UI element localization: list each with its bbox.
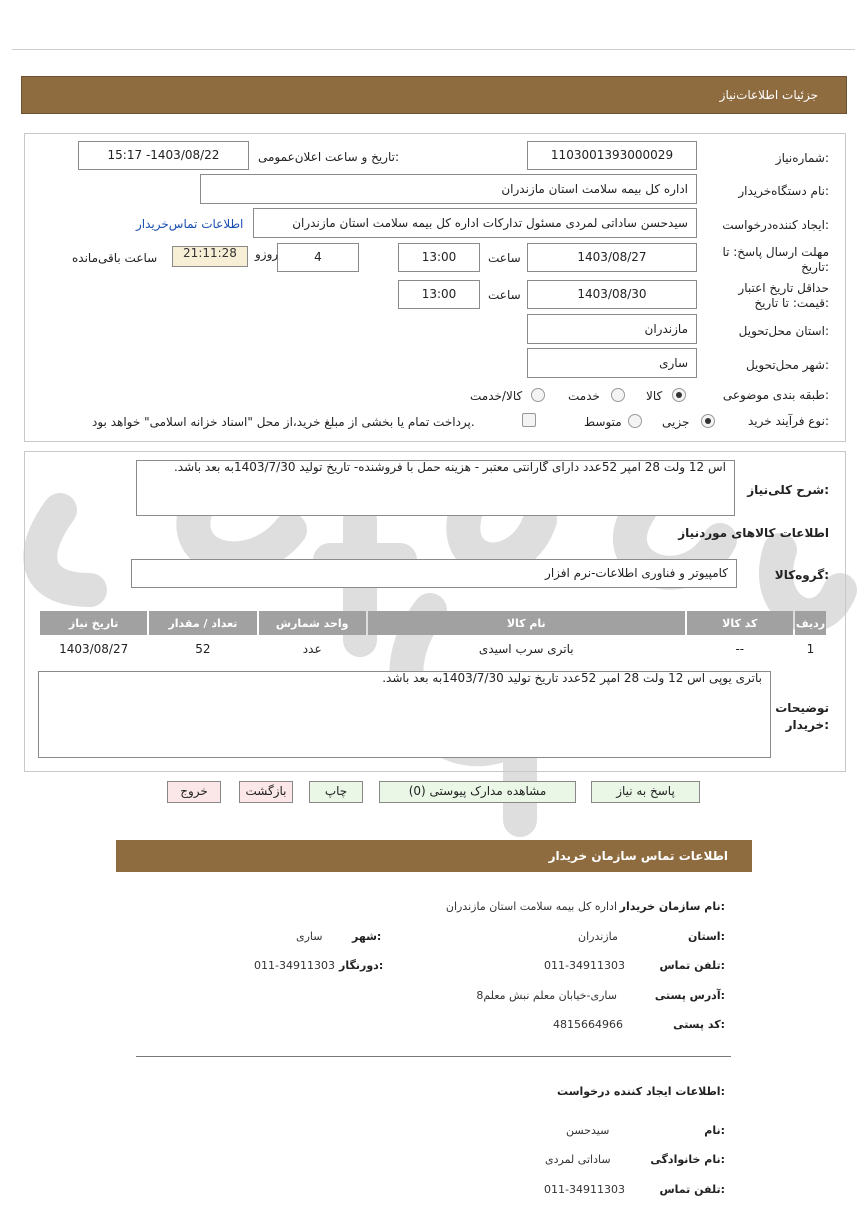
process-radio-minor[interactable] (701, 414, 715, 428)
print-button[interactable]: چاپ (309, 781, 363, 803)
days-label: روزو (255, 247, 279, 261)
top-divider (12, 49, 855, 50)
contact-address-label: آدرس پستی: (654, 989, 725, 1002)
cell-row: 1 (806, 642, 815, 656)
attachments-button[interactable]: مشاهده مدارک پیوستی (0) (379, 781, 576, 803)
process-option-minor: جزیی (662, 415, 690, 429)
creator-label: ایجاد کننده‌درخواست: (722, 218, 829, 232)
buyer-contact-link[interactable]: اطلاعات تماس‌خریدار (136, 217, 244, 231)
creator-name-label: نام: (704, 1124, 725, 1137)
announce-field: 1403/08/22- 15:17 (78, 141, 249, 170)
process-option-medium: متوسط (584, 415, 622, 429)
validity-date-field: 1403/08/30 (527, 280, 697, 309)
goods-table (38, 609, 828, 663)
contact-divider (136, 1056, 731, 1057)
goods-group-field: کامپیوتر و فناوری اطلاعات-نرم افزار (131, 559, 737, 588)
category-option-both: کالا/خدمت (470, 389, 523, 403)
contact-org-value: اداره کل بیمه سلامت استان مازندران (445, 900, 617, 913)
need-number-label: شماره‌نیاز: (775, 151, 829, 165)
payment-note: پرداخت تمام یا بخشی از مبلغ خرید،از محل "اسناد خزانه اسلامی" خواهد بود. (92, 415, 475, 429)
table-row (40, 637, 826, 661)
contact-postal-value: 4815664966 (553, 1018, 623, 1031)
description-textarea[interactable]: اس 12 ولت 28 امپر 52عدد دارای گارانتی معتبر - هزینه حمل با فروشنده- تاریخ تولید 1403/7/30به بعد باشد. (136, 460, 735, 516)
back-button[interactable]: بازگشت (239, 781, 293, 803)
buyer-org-label: نام دستگاه‌خریدار: (738, 184, 829, 198)
reply-button[interactable]: پاسخ به نیاز (591, 781, 700, 803)
creator-family-label: نام خانوادگی: (650, 1153, 725, 1166)
contact-section-title: اطلاعات تماس سازمان خریدار (548, 849, 728, 863)
goods-section-title: اطلاعات کالاهای موردنیاز (678, 526, 829, 540)
contact-city-label: شهر: (352, 930, 382, 943)
contact-section-header (116, 840, 752, 872)
process-radio-medium[interactable] (628, 414, 642, 428)
buyer-notes-label: توضیحات خریدار: (775, 701, 829, 732)
validity-label: حداقل تاریخ اعتبار قیمت: تا تاریخ: (738, 281, 829, 310)
creator-phone-value: 011-34911303 (544, 1183, 625, 1196)
contact-province-value: مازندران (578, 930, 618, 943)
deadline-time-label: ساعت (488, 251, 521, 265)
exit-button[interactable]: خروج (167, 781, 221, 803)
contact-org-label: نام سازمان خریدار: (619, 900, 725, 913)
col-qty: تعداد / مقدار (149, 611, 256, 635)
remaining-timer: 21:11:28 (172, 246, 248, 267)
need-number-field: 1103001393000029 (527, 141, 697, 170)
contact-postal-label: کد پستی: (673, 1018, 725, 1031)
creator-section-title: اطلاعات ایجاد کننده درخواست: (557, 1085, 725, 1098)
treasury-payment-checkbox[interactable] (522, 413, 536, 427)
contact-address-value: ساری-خیابان معلم نبش معلم8 (476, 989, 617, 1002)
validity-time-field: 13:00 (398, 280, 480, 309)
category-option-service: خدمت (568, 389, 600, 403)
contact-city-value: ساری (296, 930, 323, 943)
creator-family-value: ساداتی لمردی (545, 1153, 611, 1166)
page-header (21, 76, 847, 114)
goods-group-label: گروه‌کالا: (774, 568, 829, 582)
cell-date: 1403/08/27 (59, 642, 129, 656)
process-label: نوع فرآیند خرید: (747, 414, 829, 428)
contact-fax-value: 011-34911303 (254, 959, 335, 972)
contact-province-label: استان: (687, 930, 725, 943)
contact-phone-label: تلفن تماس: (659, 959, 725, 972)
province-label: استان محل‌تحویل: (738, 324, 829, 338)
announce-label: تاریخ و ساعت اعلان‌عمومی: (258, 150, 400, 164)
cell-unit: عدد (302, 642, 322, 656)
col-row: ردیف (795, 611, 826, 635)
col-code: کد کالا (687, 611, 793, 635)
category-radio-goods[interactable] (672, 388, 686, 402)
city-field: ساری (527, 348, 697, 378)
province-field: مازندران (527, 314, 697, 344)
cell-qty: 52 (195, 642, 211, 656)
col-name: نام کالا (368, 611, 685, 635)
creator-field: سیدحسن ساداتی لمردی مسئول تدارکات اداره کل بیمه سلامت استان مازندران (253, 208, 697, 238)
city-label: شهر محل‌تحویل: (745, 358, 829, 372)
description-label: شرح کلی‌نیاز: (747, 483, 829, 497)
deadline-date-field: 1403/08/27 (527, 243, 697, 272)
deadline-time-field: 13:00 (398, 243, 480, 272)
contact-phone-value: 011-34911303 (544, 959, 625, 972)
creator-name-value: سیدحسن (566, 1124, 610, 1137)
buyer-org-field: اداره کل بیمه سلامت استان مازندران (200, 174, 697, 204)
buyer-notes-textarea[interactable]: باتری یوپی اس 12 ولت 28 امپر 52عدد تاریخ تولید 1403/7/30به بعد باشد. (38, 671, 771, 758)
col-unit: واحد شمارش (259, 611, 366, 635)
cell-code: -- (735, 642, 745, 656)
category-radio-both[interactable] (531, 388, 545, 402)
deadline-label: مهلت ارسال پاسخ: تا تاریخ: (722, 245, 829, 274)
category-label: طبقه بندی موضوعی: (722, 388, 829, 402)
remaining-label: ساعت باقی‌مانده (72, 251, 158, 265)
col-date: تاریخ نیاز (40, 611, 147, 635)
validity-time-label: ساعت (488, 288, 521, 302)
category-option-goods: کالا (646, 389, 663, 403)
cell-name: باتری سرب اسیدی (478, 642, 574, 656)
days-field: 4 (277, 243, 359, 272)
creator-phone-label: تلفن تماس: (659, 1183, 725, 1196)
contact-fax-label: دورنگار: (339, 959, 384, 972)
page-title: جزئیات اطلاعات‌نیاز (719, 88, 818, 102)
category-radio-service[interactable] (611, 388, 625, 402)
